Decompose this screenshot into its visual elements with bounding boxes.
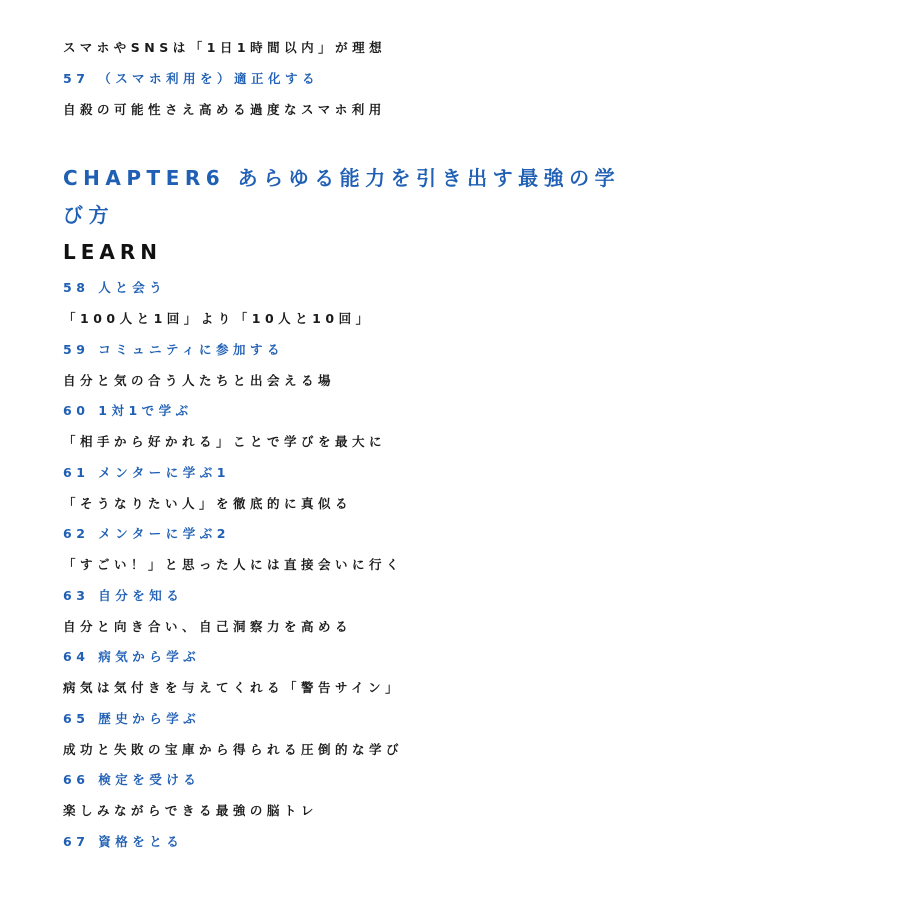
toc-description: 「すごい！」と思った人には直接会いに行く (63, 557, 404, 572)
toc-description: 「相手から好かれる」ことで学びを最大に (63, 434, 387, 449)
toc-heading: 58 人と会う (63, 280, 167, 295)
toc-description: 自分と向き合い、自己洞察力を高める (63, 619, 353, 634)
toc-description: 「そうなりたい人」を徹底的に真似る (63, 496, 353, 511)
toc-heading: 67 資格をとる (63, 834, 184, 849)
toc-heading: 63 自分を知る (63, 588, 184, 603)
toc-heading: 60 1対1で学ぶ (63, 403, 193, 418)
toc-heading: 62 メンターに学ぶ2 (63, 526, 230, 541)
section-title: LEARN (63, 240, 163, 264)
toc-description: 楽しみながらできる最強の脳トレ (63, 803, 318, 818)
toc-description: スマホやSNSは「1日1時間以内」が理想 (63, 40, 387, 55)
chapter-title-continued: び方 (63, 203, 114, 227)
toc-heading: 61 メンターに学ぶ1 (63, 465, 230, 480)
toc-description: 自殺の可能性さえ高める過度なスマホ利用 (63, 102, 386, 117)
toc-heading: 66 検定を受ける (63, 772, 201, 787)
toc-heading: 59 コミュニティに参加する (63, 342, 284, 357)
toc-description: 自分と気の合う人たちと出会える場 (63, 373, 336, 388)
toc-heading: 57 （スマホ利用を）適正化する (63, 71, 319, 86)
toc-description: 「100人と1回」より「10人と10回」 (63, 311, 373, 326)
toc-heading: 64 病気から学ぶ (63, 649, 201, 664)
toc-description: 成功と失敗の宝庫から得られる圧倒的な学び (63, 742, 404, 757)
toc-heading: 65 歴史から学ぶ (63, 711, 201, 726)
toc-description: 病気は気付きを与えてくれる「警告サイン」 (63, 680, 403, 695)
chapter-title: CHAPTER6 あらゆる能力を引き出す最強の学 (63, 166, 621, 190)
